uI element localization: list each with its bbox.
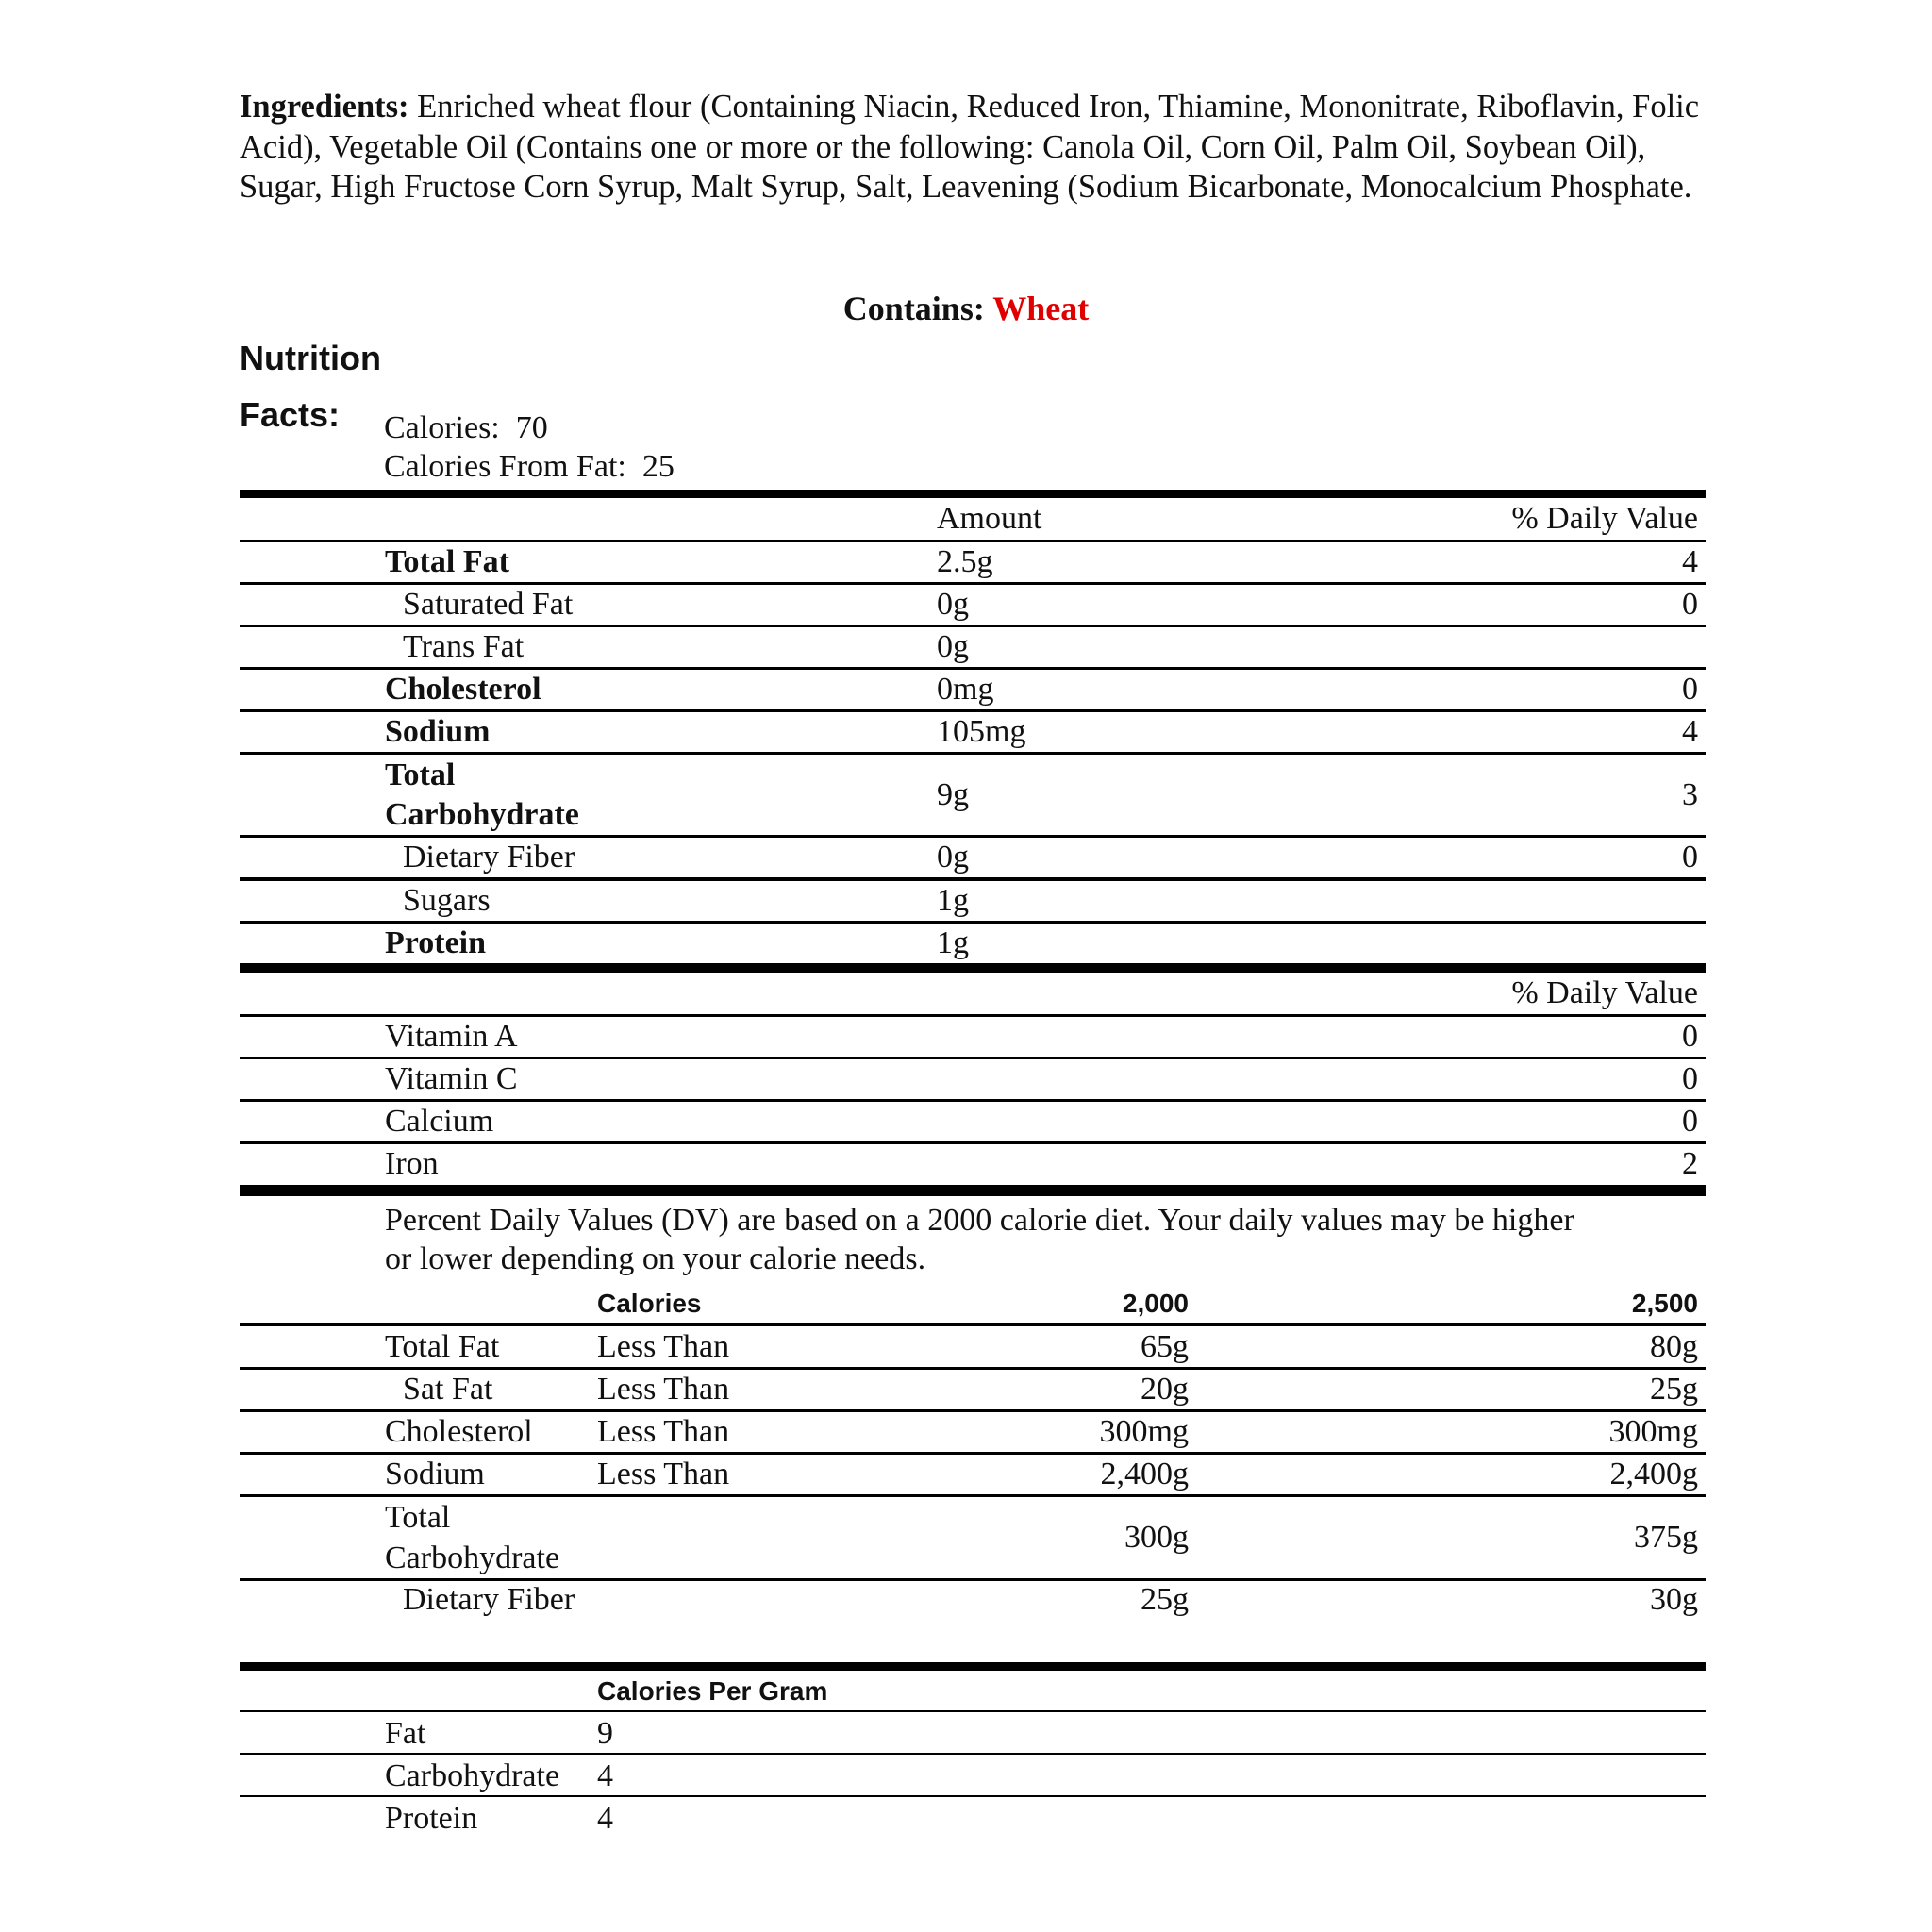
divider-thick xyxy=(240,1662,1706,1671)
nutrient-dv: 0 xyxy=(1682,840,1698,874)
divider xyxy=(240,835,1706,838)
nutrient-name-line2: Carbohydrate xyxy=(385,797,579,832)
divider xyxy=(240,540,1706,542)
divider xyxy=(240,582,1706,585)
nutrient-name: Total Fat xyxy=(385,544,509,579)
dv-row-2000: 65g xyxy=(1141,1329,1189,1364)
cpg-row-value: 4 xyxy=(597,1758,613,1793)
nutrient-amount: 105mg xyxy=(937,714,1026,749)
nutrition-facts-heading-line2: Facts: xyxy=(240,395,341,434)
vitamin-name: Vitamin C xyxy=(385,1061,518,1096)
nutrient-name-line1: Total xyxy=(385,758,456,792)
dv-row-qualifier: Less Than xyxy=(597,1329,730,1364)
dv-row-name-line1: Total xyxy=(385,1500,451,1535)
nutrient-name: Saturated Fat xyxy=(403,587,574,622)
cpg-row-value: 4 xyxy=(597,1801,613,1836)
nutrient-name: Protein xyxy=(385,925,487,960)
calories-from-fat-label: Calories From Fat: xyxy=(384,449,626,484)
nutrient-name: Sugars xyxy=(403,883,491,918)
dv-row-2000: 2,400g xyxy=(1100,1457,1189,1491)
cpg-row-name: Carbohydrate xyxy=(385,1758,560,1793)
divider xyxy=(240,1494,1706,1497)
divider xyxy=(240,1014,1706,1017)
footnote-line2: or lower depending on your calorie needs. xyxy=(385,1241,926,1276)
nutrient-amount: 1g xyxy=(937,925,969,960)
nutrient-amount: 2.5g xyxy=(937,544,993,579)
calories-per-gram-header: Calories Per Gram xyxy=(597,1676,828,1706)
calories-line xyxy=(384,409,548,447)
nutrient-name: Trans Fat xyxy=(403,629,525,664)
divider-thick xyxy=(240,1185,1706,1196)
vitamin-dv: 0 xyxy=(1682,1019,1698,1054)
divider xyxy=(240,1323,1706,1326)
dv-row-2500: 375g xyxy=(1634,1520,1698,1555)
nutrient-dv: 3 xyxy=(1682,777,1698,812)
vitamin-name: Vitamin A xyxy=(385,1019,518,1054)
nutrient-amount: 1g xyxy=(937,883,969,918)
dv-row-qualifier: Less Than xyxy=(597,1457,730,1491)
dv-row-qualifier: Less Than xyxy=(597,1372,730,1407)
dv-row-qualifier: Less Than xyxy=(597,1414,730,1449)
nutrient-dv: 4 xyxy=(1682,714,1698,749)
amount-header: Amount xyxy=(937,501,1042,536)
vitamin-name: Calcium xyxy=(385,1104,494,1139)
ingredients-paragraph xyxy=(240,87,1721,208)
dv-header: % Daily Value xyxy=(1511,501,1698,536)
contains-label: Contains: xyxy=(842,290,985,327)
nutrient-name: Dietary Fiber xyxy=(403,840,575,874)
ingredients-text: Enriched wheat flour (Containing Niacin, Reduced Iron, Thiamine, Mononitrate, Riboflavin, Folic Acid), Vegetable Oil (Contains one or more or the following: Canola Oil, Corn Oil, Palm Oil, Soybean Oil), Sugar, High Fructose Corn Syrup, Malt Syrup, Salt, Leavening (Sodium Bicarbonate, Monocalcium Phosphate. xyxy=(240,89,1700,205)
dv-row-2500: 25g xyxy=(1650,1372,1698,1407)
nutrition-facts-heading xyxy=(240,330,381,387)
nutrient-amount: 0g xyxy=(937,840,969,874)
dv-header-2000: 2,000 xyxy=(1122,1289,1189,1318)
vitamin-dv: 0 xyxy=(1682,1104,1698,1139)
divider xyxy=(240,1057,1706,1059)
nutrient-name: Sodium xyxy=(385,714,491,749)
divider xyxy=(240,625,1706,627)
dv-header-calories: Calories xyxy=(597,1289,702,1318)
divider xyxy=(240,667,1706,670)
cpg-row-name: Fat xyxy=(385,1716,426,1751)
divider xyxy=(240,1099,1706,1102)
vitamin-name: Iron xyxy=(385,1146,439,1181)
dv-row-2500: 300mg xyxy=(1608,1414,1698,1449)
dv-header-2500: 2,500 xyxy=(1631,1289,1698,1318)
dv-row-name: Sodium xyxy=(385,1457,485,1491)
divider xyxy=(240,1795,1706,1797)
footnote-line1: Percent Daily Values (DV) are based on a 2000 calorie diet. Your daily values may be higher xyxy=(385,1203,1574,1238)
divider xyxy=(240,709,1706,712)
nutrient-dv: 0 xyxy=(1682,672,1698,707)
divider xyxy=(240,1710,1706,1712)
nutrient-amount: 0mg xyxy=(937,672,994,707)
dv-row-2500: 30g xyxy=(1650,1582,1698,1617)
nutrient-amount: 0g xyxy=(937,587,969,622)
vitamins-dv-header: % Daily Value xyxy=(1511,975,1698,1010)
nutrient-amount: 9g xyxy=(937,777,969,812)
vitamin-dv: 0 xyxy=(1682,1061,1698,1096)
vitamin-dv: 2 xyxy=(1682,1146,1698,1181)
divider xyxy=(240,1753,1706,1755)
contains-line xyxy=(0,288,1932,329)
dv-row-name-line2: Carbohydrate xyxy=(385,1541,560,1575)
dv-row-2000: 20g xyxy=(1141,1372,1189,1407)
calories-label: Calories: xyxy=(384,410,500,445)
calories-from-fat-line xyxy=(384,448,675,486)
dv-row-2000: 25g xyxy=(1141,1582,1189,1617)
ingredients-label: Ingredients: xyxy=(240,89,409,125)
divider xyxy=(240,877,1706,881)
calories-from-fat-value: 25 xyxy=(641,449,675,484)
nutrient-dv: 4 xyxy=(1682,544,1698,579)
dv-row-name: Sat Fat xyxy=(403,1372,493,1407)
divider xyxy=(240,1367,1706,1370)
nutrient-name: Cholesterol xyxy=(385,672,541,707)
divider xyxy=(240,1409,1706,1412)
calories-value: 70 xyxy=(515,410,548,445)
nutrient-amount: 0g xyxy=(937,629,969,664)
dv-row-2000: 300mg xyxy=(1099,1414,1189,1449)
dv-row-name: Total Fat xyxy=(385,1329,500,1364)
dv-row-2500: 2,400g xyxy=(1609,1457,1698,1491)
dv-row-name: Dietary Fiber xyxy=(403,1582,575,1617)
dv-row-2500: 80g xyxy=(1650,1329,1698,1364)
divider-thick xyxy=(240,490,1706,498)
divider xyxy=(240,1452,1706,1455)
divider-thick xyxy=(240,963,1706,973)
dv-row-2000: 300g xyxy=(1124,1520,1189,1555)
divider xyxy=(240,752,1706,755)
divider xyxy=(240,1141,1706,1144)
cpg-row-value: 9 xyxy=(597,1716,613,1751)
nutrition-facts-heading-line1: Nutrition xyxy=(240,339,381,377)
allergen-value: Wheat xyxy=(992,290,1090,327)
dv-row-name: Cholesterol xyxy=(385,1414,533,1449)
cpg-row-name: Protein xyxy=(385,1801,478,1836)
nutrient-dv: 0 xyxy=(1682,587,1698,622)
